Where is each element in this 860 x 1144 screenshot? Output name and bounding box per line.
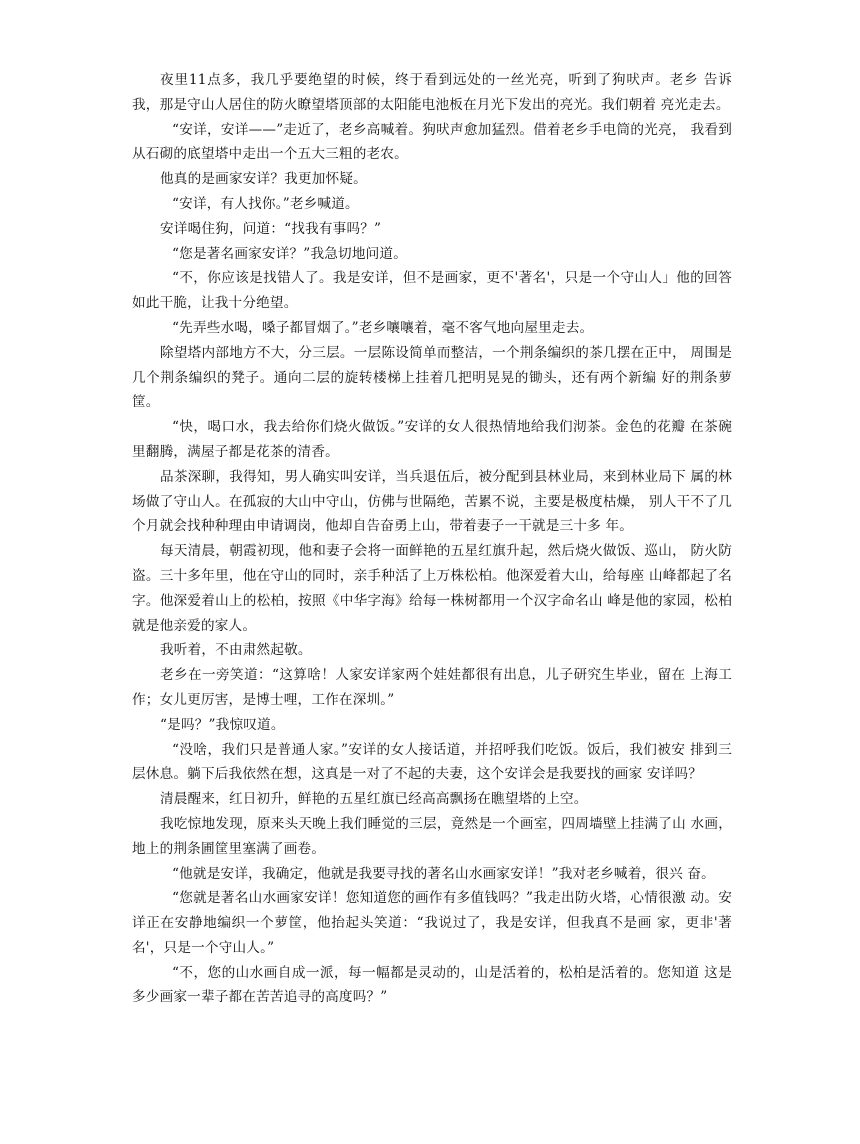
paragraph: “您是著名画家安详？”我急切地问道。 (172, 245, 407, 262)
paragraph: 我听着，不由肃然起敬。 (160, 642, 312, 659)
paragraph: “不，你应该是找错人了。我是安详，但不是画家，更不'著名'，只是一个守山人」他的回答如此干脆，让我十分绝望。 (132, 270, 732, 312)
paragraph: “没啥，我们只是普通人家。”安详的女人接话道，并招呼我们吃饭。饭后，我们被安 排到三层休息。躺下后我依然在想，这真是一对了不起的夫妻，这个安详会是我要找的画家 安详吗？ (132, 741, 732, 783)
paragraph: “他就是安详，我确定，他就是我要寻找的著名山水画家安详！”我对老乡喊着，很兴 奋。 (172, 865, 715, 882)
paragraph: 我吃惊地发现，原来头天晚上我们睡觉的三层，竟然是一个画室，四周墙壁上挂满了山 水画，地上的荆条圃筐里塞满了画卷。 (132, 815, 732, 857)
paragraph: “您就是著名山水画家安详！您知道您的画作有多值钱吗？”我走出防火塔，心情很激 动。安详正在安静地编织一个萝筐，他抬起头笑道：“我说过了，我是安详，但我真不是画 家，更非'著名'，只是一个守山人。” (132, 890, 732, 956)
paragraph: 老乡在一旁笑道：“这算啥！人家安详家两个娃娃都很有出息，儿子研究生毕业，留在 上海工作；女儿更厉害，是博士哩，工作在深圳。” (132, 667, 732, 708)
paragraph: “安详，安详——”走近了，老乡高喊着。狗吠声愈加猛烈。借着老乡手电筒的光亮， 我看到从石砌的底望塔中走出一个五大三粗的老农。 (132, 121, 732, 163)
paragraph: “快，喝口水，我去给你们烧火做饭。”安详的女人很热情地给我们沏茶。金色的花瓣 在茶碗里翻腾，满屋子都是花茶的清香。 (132, 419, 732, 460)
paragraph: “是吗？”我惊叹道。 (160, 716, 285, 733)
paragraph: “先弄些水喝，嗓子都冒烟了。”老乡嚷嚷着，毫不客气地向屋里走去。 (172, 319, 594, 336)
paragraph: “不，您的山水画自成一派，每一幅都是灵动的，山是活着的，松柏是活着的。您知道 这是多少画家一辈子都在苦苦追寻的高度吗？” (132, 964, 732, 1006)
paragraph: 安详喝住狗，问道：“找我有事吗？” (160, 220, 382, 237)
paragraph: 夜里11点多，我几乎要绝望的时候，终于看到远处的一丝光亮，听到了狗吠声。老乡 告诉我，那是守山人居住的防火瞭望塔顶部的太阳能电池板在月光下发出的亮光。我们朝着 亮光走去。 (132, 72, 732, 113)
paragraph: 品茶深聊，我得知，男人确实叫安详，当兵退伍后，被分配到县林业局，来到林业局下 属的林场做了守山人。在孤寂的大山中守山，仿佛与世隔绝，苦累不说，主要是极度枯燥， 别人干不了几个月就会找种种理由申请调岗，他却自告奋勇上山，带着妻子一干就是三十多 年。 (132, 468, 732, 535)
paragraph: 每天清晨，朝霞初现，他和妻子会将一面鲜艳的五星红旗升起，然后烧火做饭、巡山， 防火防盗。三十多年里，他在守山的同时，亲手种活了上万株松柏。他深爱着大山，给每座 山峰都起了名字。他深爱着山上的松柏，按照《中华字海》给每一株树都用一个汉字命名山 峰是他的家园，松柏就是他亲爱的家人。 (132, 543, 732, 634)
story-text (132, 68, 732, 1010)
paragraph: 清晨醒来，红日初升，鲜艳的五星红旗已经高高飘扬在瞧望塔的上空。 (160, 791, 588, 808)
paragraph: “安详，有人找你。”老乡喊道。 (172, 195, 359, 212)
paragraph: 除望塔内部地方不大，分三层。一层陈设简单而整洁，一个荆条编织的茶几摆在正中， 周围是几个荆条编织的凳子。通向二层的旋转楼梯上挂着几把明晃晃的锄头，还有两个新编 好的荆条萝筐。 (132, 344, 732, 411)
paragraph: 他真的是画家安详？我更加怀疑。 (160, 171, 367, 188)
